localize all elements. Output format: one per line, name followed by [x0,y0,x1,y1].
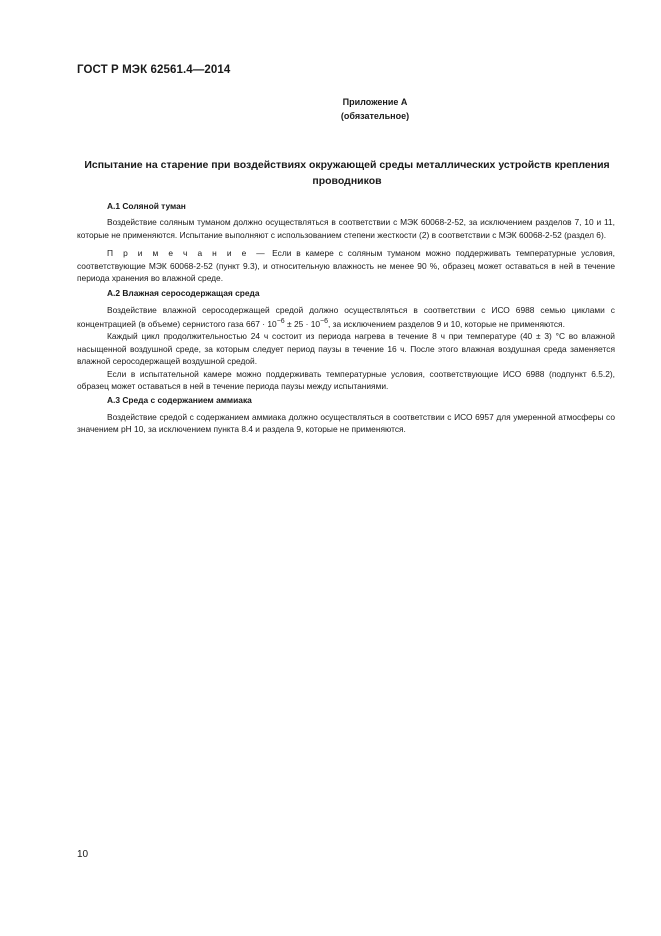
main-title: Испытание на старение при воздействиях окружающей среды металлических устройств крепления проводников [84,159,610,187]
standard-code-header: ГОСТ Р МЭК 62561.4—2014 [77,64,231,76]
a2-para1-end: , за исключением разделов 9 и 10, которые не применяются. [327,319,565,330]
a2-para1-mid: ± 25 · 10 [284,319,321,330]
section-a1-heading: А.1 Соляной туман [107,201,186,211]
section-a2-paragraph-2: Каждый цикл продолжительностью 24 ч состоит из периода нагрева в течение 8 ч при температуре (40 ± 3) °С во влажной насыщенной воздушной среде, за которым следует период паузы в течение 16 ч. После этого влажная воздушная среда заменяется влажной серосодержащей воздушной средой. [77,331,615,367]
section-a1-paragraph: Воздействие соляным туманом должно осуществляться в соответствии с МЭК 60068-2-52, за исключением разделов 7, 10 и 11, которые не применяются. Испытание выполняют с использованием степени жесткости (2) в соответствии с МЭК 60068-2-52 (раздел 6). [77,217,615,240]
section-a2-paragraph-1 [77,304,615,331]
a2-para1-start: Воздействие влажной серосодержащей средой должно осуществляться в соответствии с ИСО 6988 семью циклами с концентрацией (в объеме) сернистого газа 667 · 10 [77,304,615,330]
section-a2-heading: А.2 Влажная серосодержащая среда [107,288,260,299]
note-text: Если в камере с соляным туманом можно поддерживать температурные условия, соответствующие МЭК 60068-2-52 (пункт 9.3), и относительную влажность не менее 90 %, образец может оставаться в ней в течение периода хранения во влажной среде. [77,248,615,284]
appendix-status: (обязательное) [340,111,410,121]
exponent-1: −6 [276,318,285,326]
appendix-heading [230,95,520,123]
section-a3-heading: А.3 Среда с содержанием аммиака [107,395,252,406]
section-a1-note [77,247,615,284]
document-body [77,200,615,436]
section-a2-paragraph-3: Если в испытательной камере можно поддерживать температурные условия, соответствующие ИСО 6988 (подпункт 6.5.2), образец может оставаться в ней в течение периода паузы между испытаниями. [77,368,615,392]
exponent-2: −6 [320,318,328,326]
appendix-title: Приложение А [342,97,408,107]
section-a3-paragraph: Воздействие средой с содержанием аммиака должно осуществляться в соответствии с ИСО 6957 для умеренной атмосферы со значением pH 10, за исключением пункта 8.4 и раздела 9, которые не применяются. [77,411,615,435]
page-number: 10 [77,849,89,860]
note-label: П р и м е ч а н и е — [107,248,268,259]
